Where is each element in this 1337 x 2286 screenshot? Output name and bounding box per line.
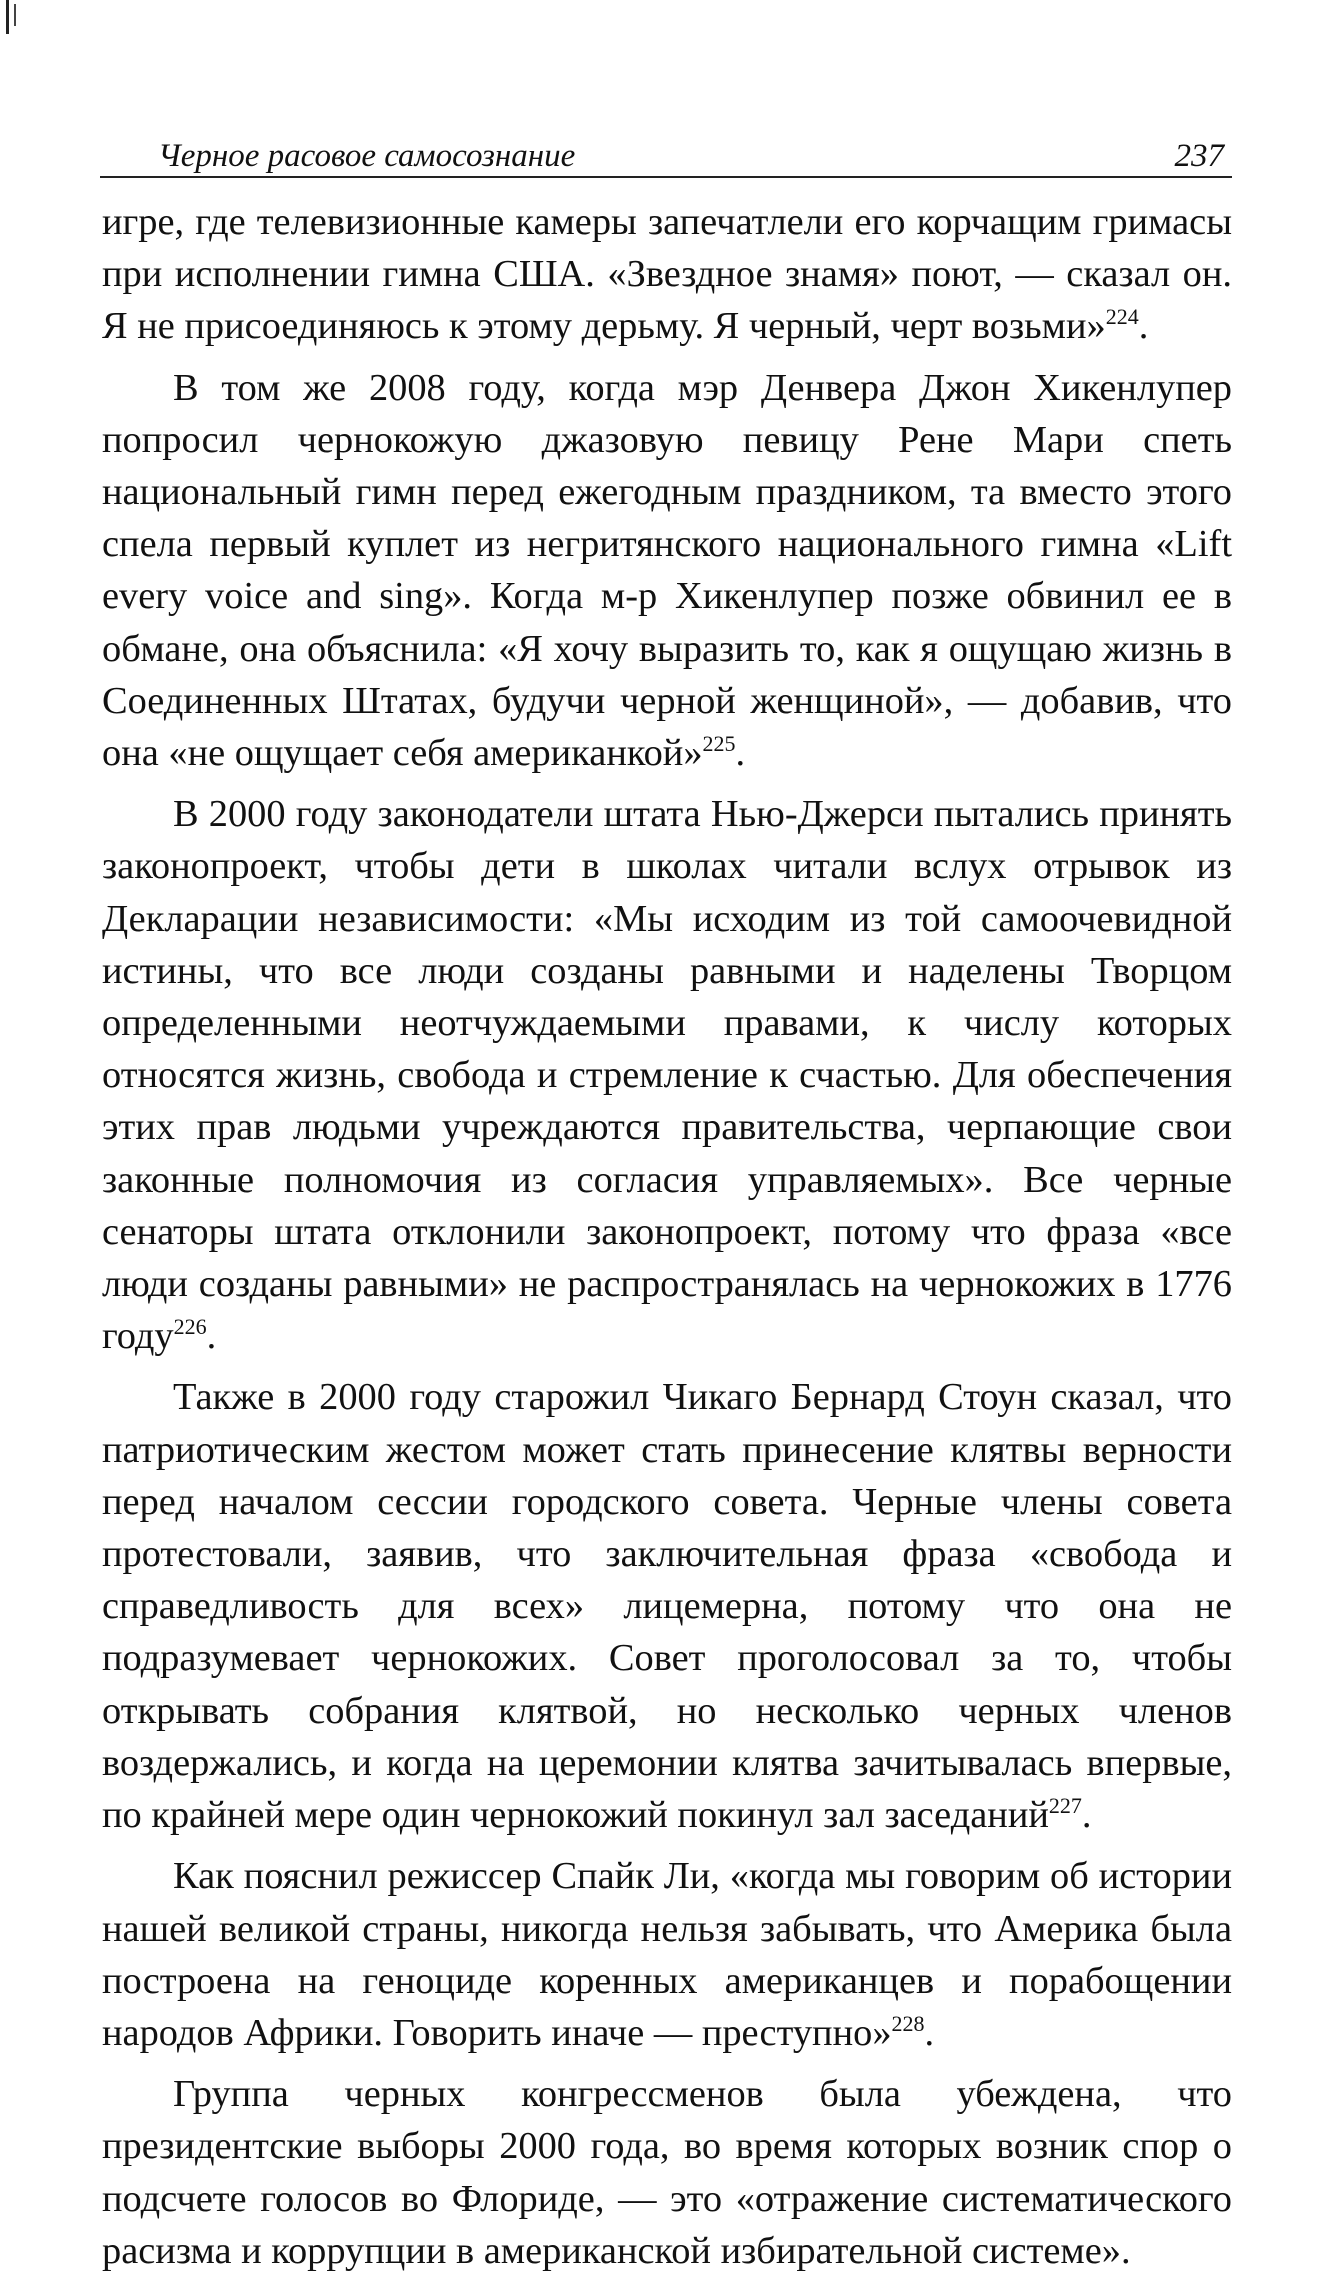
footnote-ref[interactable]: 224: [1105, 304, 1139, 330]
paragraph-text: игре, где телевизионные камеры запечатлели его корчащим гримасы при исполнении гимна США. «Звездное знамя» поют, — сказал он. Я не присоединяюсь к этому дерьму. Я черный, черт возьми»: [102, 201, 1232, 348]
paragraph: [102, 1371, 1232, 1841]
paragraph-end: .: [206, 1315, 217, 1358]
paragraph: [102, 788, 1232, 1362]
running-title: Черное расовое самосознание: [158, 138, 576, 174]
paragraph: [102, 196, 1232, 353]
paragraph-end: .: [1081, 1794, 1092, 1837]
page-number: 237: [1174, 138, 1224, 174]
paragraph-text: Как пояснил режиссер Спайк Ли, «когда мы говорим об истории нашей великой страны, никогда нельзя забывать, что Америка была построена на геноциде коренных американцев и порабощении народов Африки. Говорить иначе — преступно»: [102, 1855, 1232, 2054]
footnote-ref[interactable]: 225: [702, 731, 736, 757]
paragraph-text: Группа черных конгрессменов была убеждена, что президентские выборы 2000 года, во время которых возник спор о подсчете голосов во Флориде, — это «отражение систематического расизма и коррупции в американской избирательной системе».: [102, 2073, 1232, 2272]
footnote-ref[interactable]: 227: [1048, 1793, 1082, 1819]
footnote-ref[interactable]: 226: [173, 1314, 207, 1340]
paragraph-text: В 2000 году законодатели штата Нью-Джерси пытались принять законопроект, чтобы дети в школах читали вслух отрывок из Декларации независимости: «Мы исходим из той самоочевидной истины, что все люди созданы равными и наделены Творцом определенными неотчуждаемыми правами, к числу которых относятся жизнь, свобода и стремление к счастью. Для обеспечения этих прав людьми учреждаются правительства, черпающие свои законные полномочия из согласия управляемых». Все черные сенаторы штата отклонили законопроект, потому что фраза «все люди созданы равными» не распространялась на чернокожих в 1776 году: [102, 793, 1232, 1358]
scan-edge-mark: [6, 0, 9, 34]
body-text: [100, 196, 1232, 2277]
paragraph: [102, 2068, 1232, 2277]
running-header: [100, 130, 1232, 178]
paragraph: [102, 1850, 1232, 2059]
book-page: [100, 130, 1232, 2286]
paragraph-text: В том же 2008 году, когда мэр Денвера Джон Хикенлупер попросил чернокожую джазовую певицу Рене Мари спеть национальный гимн перед ежегодным праздником, та вместо этого спела первый куплет из негритянского национального гимна «Lift every voice and sing». Когда м-р Хикенлупер позже обвинил ее в обмане, она объяснила: «Я хочу выразить то, как я ощущаю жизнь в Соединенных Штатах, будучи черной женщиной», — добавив, что она «не ощущает себя американкой»: [102, 366, 1232, 775]
paragraph: [102, 362, 1232, 780]
paragraph-text: Также в 2000 году старожил Чикаго Бернард Стоун сказал, что патриотическим жестом может стать принесение клятвы верности перед началом сессии городского совета. Черные члены совета протестовали, заявив, что заключительная фраза «свобода и справедливость для всех» лицемерна, потому что она не подразумевает чернокожих. Совет проголосовал за то, чтобы открывать собрания клятвой, но несколько черных членов воздержались, и когда на церемонии клятва зачитывалась впервые, по крайней мере один чернокожий покинул зал заседаний: [102, 1376, 1232, 1837]
paragraph-end: .: [735, 732, 746, 775]
scan-edge-mark: [14, 4, 16, 26]
paragraph-end: .: [924, 2011, 935, 2054]
paragraph-end: .: [1138, 305, 1149, 348]
footnote-ref[interactable]: 228: [891, 2011, 925, 2037]
